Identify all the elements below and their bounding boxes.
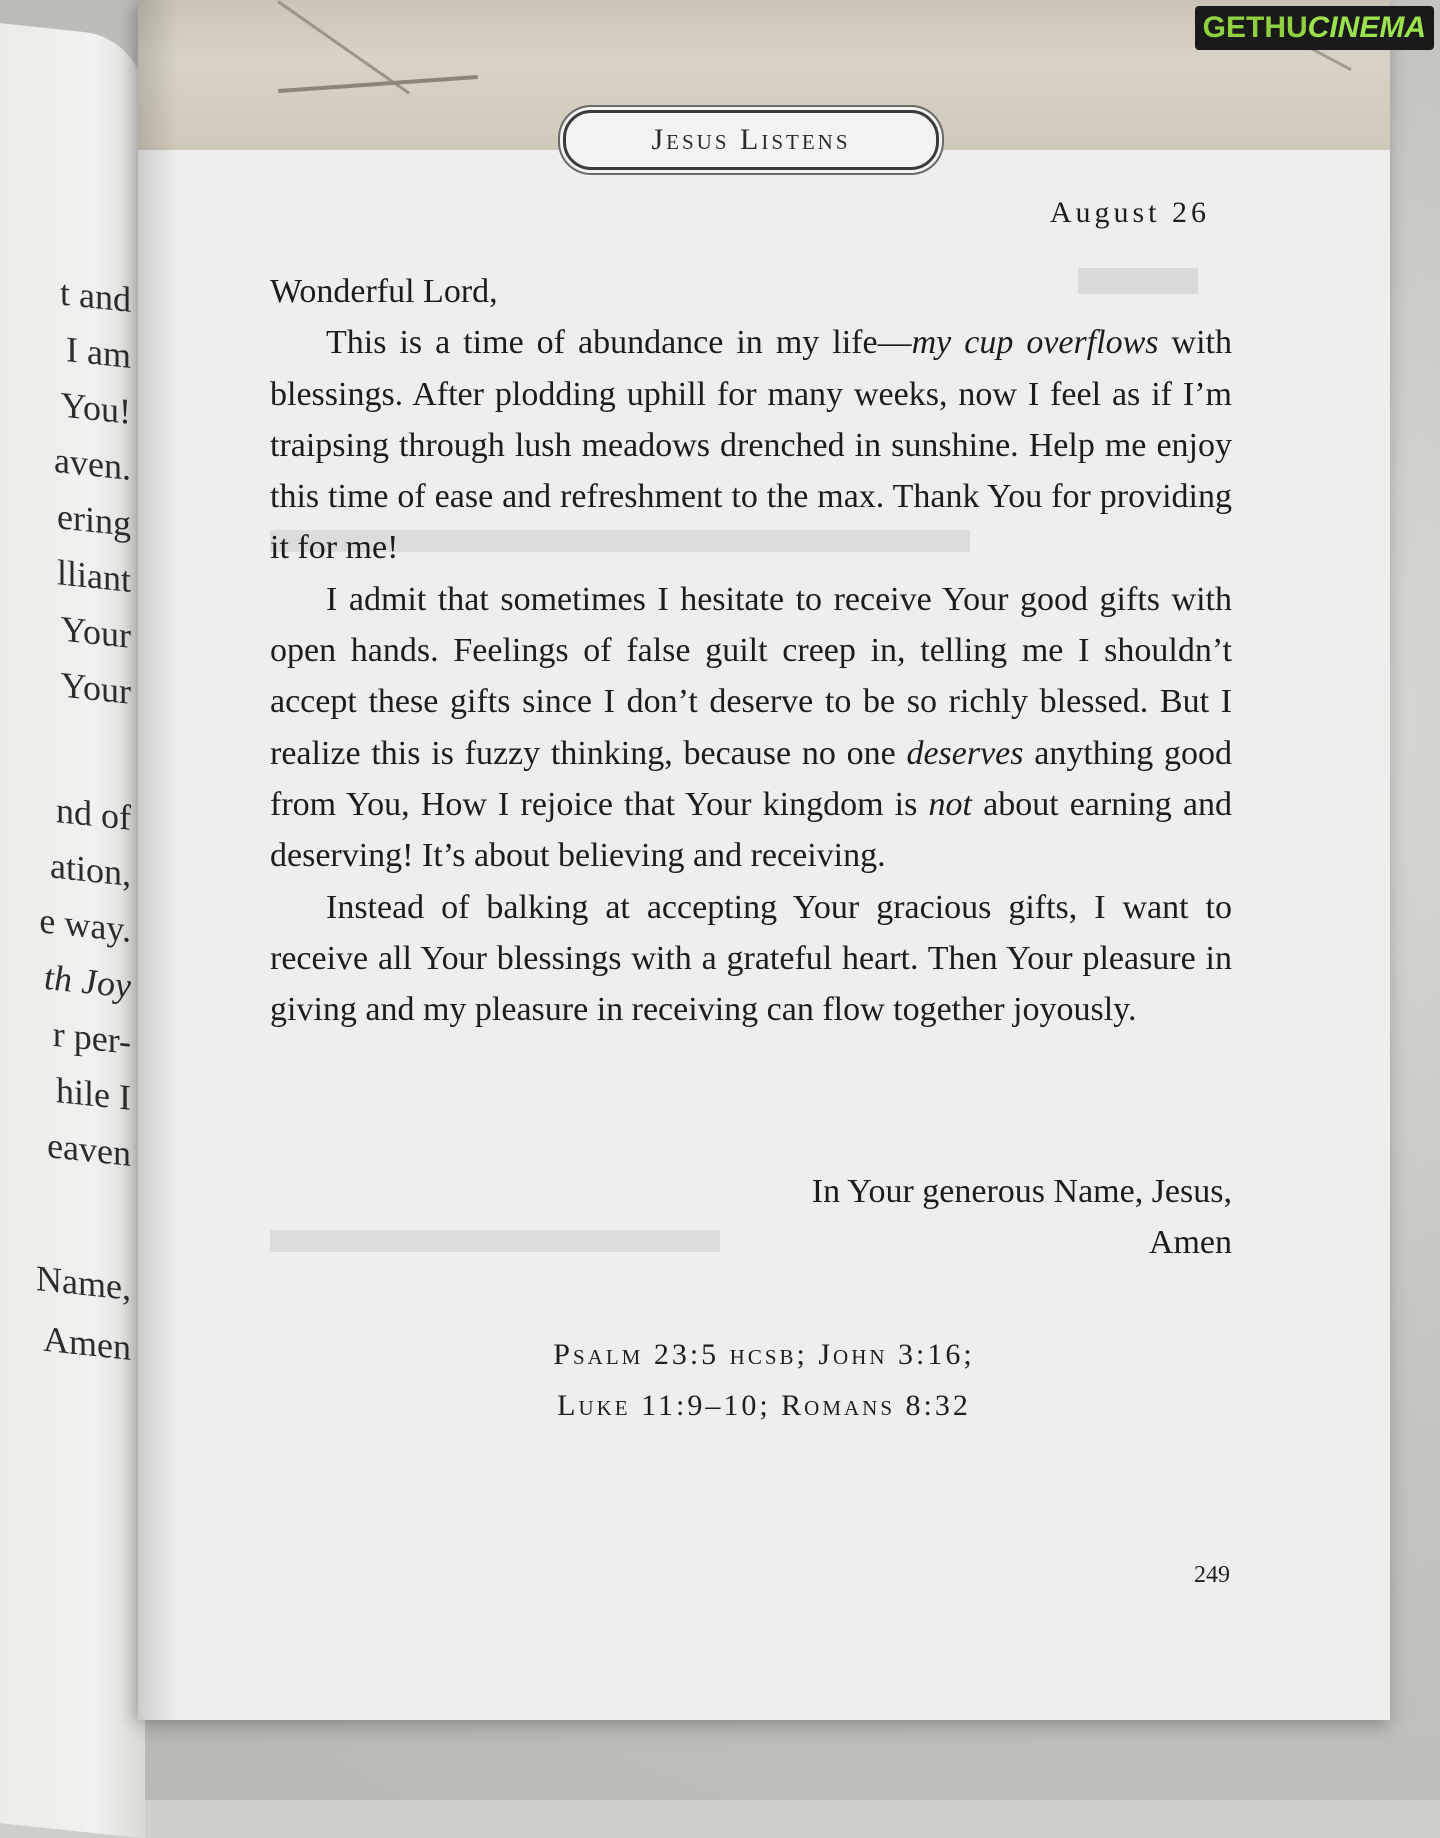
devotional-text — [270, 266, 1232, 1035]
left-page-fragment: You! — [60, 384, 131, 432]
left-page-fragment: Amen — [43, 1318, 131, 1368]
watermark-part: CINEMA — [1307, 11, 1426, 44]
watermark-logo — [1195, 6, 1434, 50]
paragraph-text: This is a time of abundance in my life— — [326, 324, 912, 362]
closing-amen: Amen — [1148, 1224, 1232, 1261]
left-page-fragment: hile I — [56, 1070, 131, 1118]
paragraph-text: anything good from You, How I rejoice that Your kingdom is — [270, 734, 1232, 823]
left-page-fragment: Name, — [36, 1257, 131, 1308]
reference-line: Psalm 23:5 hcsb; John 3:16; — [553, 1338, 975, 1371]
left-page-fragment: aven. — [54, 439, 131, 488]
left-page-fragment: lliant — [57, 552, 131, 600]
paragraph-1 — [270, 317, 1232, 573]
left-page-fragment: ation, — [50, 845, 131, 894]
paragraph-text: about earning and deserving! It’s about believing and receiving. — [270, 785, 1232, 875]
book-page — [138, 0, 1390, 1720]
gutter-shadow — [138, 0, 178, 1720]
paragraph-text: I admit that sometimes I hesitate to receive Your good gifts with open hands. Feelings of false guilt creep in, telling me I shouldn’t accept these gifts since I don’t deserve to be so richly blessed. But I realize this is fuzzy thinking, because no one — [270, 580, 1232, 772]
header-texture-line — [278, 75, 478, 93]
scripture-references — [138, 1329, 1390, 1431]
left-page-fragment: Your — [60, 664, 131, 712]
bleed-through — [270, 1230, 720, 1252]
left-page-fragment: eaven — [47, 1125, 131, 1174]
closing-line: In Your generous Name, Jesus, — [811, 1173, 1232, 1210]
page-number: 249 — [1194, 1562, 1230, 1588]
paragraph-2 — [270, 574, 1232, 882]
left-page-fragment: r per- — [52, 1013, 131, 1062]
left-page-fragment: ering — [57, 496, 131, 544]
book-title: Jesus Listens — [651, 123, 851, 156]
emphasis-text: deserves — [906, 734, 1024, 772]
reference-line: Luke 11:9–10; Romans 8:32 — [557, 1389, 971, 1422]
left-page-fragment: Your — [60, 608, 131, 656]
salutation: Wonderful Lord, — [270, 273, 498, 310]
left-page-fragment: t and — [60, 272, 131, 320]
book-title-badge — [563, 110, 939, 170]
emphasis-text: my cup overflows — [911, 324, 1159, 362]
watermark-part: GETHU — [1202, 11, 1308, 44]
paragraph-3: Instead of balking at accepting Your gracious gifts, I want to receive all Your blessings with a grateful heart. Then Your pleasure in giving and my pleasure in receiving can flow together joyously. — [270, 888, 1232, 1029]
closing-block — [812, 1166, 1232, 1268]
entry-date: August 26 — [1049, 196, 1210, 229]
left-page-fragment: I am — [66, 329, 131, 376]
left-page-fragment: e way. — [39, 900, 131, 950]
paragraph-text: with blessings. After plodding uphill for many weeks, now I feel as if I’m traipsing through lush meadows drenched in sunshine. Help me enjoy this time of ease and refreshment to the max. Thank You for providing it for me! — [270, 324, 1232, 567]
previous-page — [0, 20, 145, 1838]
left-page-fragment: th Joy — [44, 956, 131, 1006]
left-page-fragment: nd of — [56, 790, 131, 838]
emphasis-text: not — [928, 785, 972, 823]
